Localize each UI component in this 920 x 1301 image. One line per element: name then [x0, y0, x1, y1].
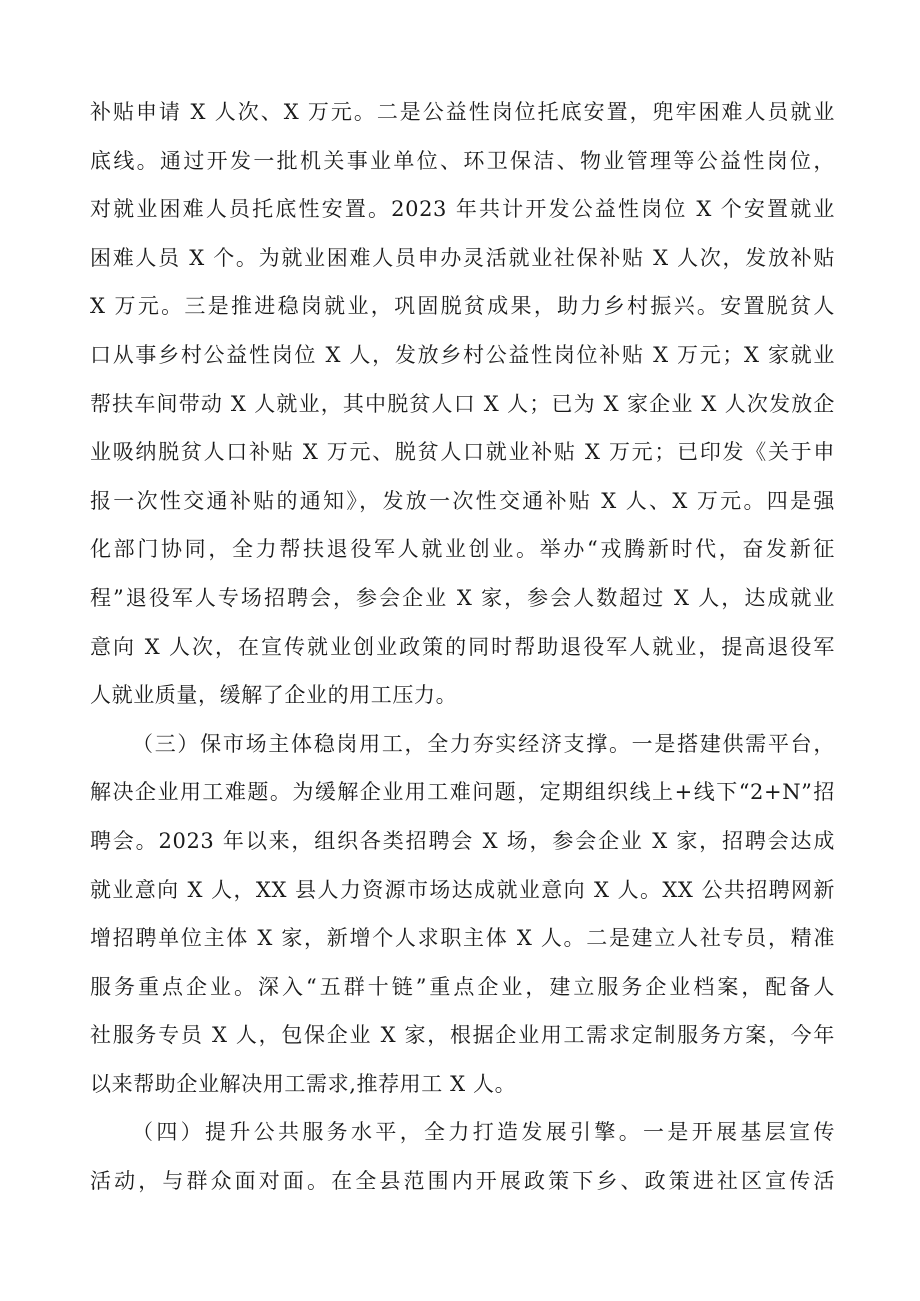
text-line: 补贴申请 X 人次、X 万元。二是公益性岗位托底安置，兜牢困难人员就业	[90, 100, 835, 124]
text-line: 困难人员 X 个。为就业困难人员申办灵活就业社保补贴 X 人次，发放补贴	[90, 245, 835, 270]
text-line: 社服务专员 X 人，包保企业 X 家，根据企业用工需求定制服务方案，今年	[90, 1023, 835, 1048]
text-line: 报一次性交通补贴的通知》，发放一次性交通补贴 X 人、X 万元。四是强	[90, 488, 835, 513]
text-line: 服务重点企业。深入“五群十链”重点企业，建立服务企业档案，配备人	[90, 974, 835, 999]
text-line: 增招聘单位主体 X 家，新增个人求职主体 X 人。二是建立人社专员，精准	[90, 926, 835, 951]
text-line: 化部门协同，全力帮扶退役军人就业创业。举办“戎腾新时代，奋发新征	[90, 537, 835, 562]
text-line: 业吸纳脱贫人口补贴 X 万元、脱贫人口就业补贴 X 万元；已印发《关于申	[90, 440, 835, 465]
text-line: 底线。通过开发一批机关事业单位、环卫保洁、物业管理等公益性岗位，	[90, 148, 835, 173]
text-line: 意向 X 人次，在宣传就业创业政策的同时帮助退役军人就业，提高退役军	[90, 634, 835, 659]
body-text	[90, 94, 835, 1212]
text-line: 就业意向 X 人，XX 县人力资源市场达成就业意向 X 人。XX 公共招聘网新	[90, 877, 835, 902]
section-heading-line: （四）提升公共服务水平，全力打造发展引擎。一是开展基层宣传	[132, 1120, 835, 1145]
text-line: 程”退役军人专场招聘会，参会企业 X 家，参会人数超过 X 人，达成就业	[90, 585, 835, 610]
text-line: 人就业质量，缓解了企业的用工压力。	[90, 683, 458, 708]
text-line: 口从事乡村公益性岗位 X 人，发放乡村公益性岗位补贴 X 万元；X 家就业	[90, 342, 835, 367]
text-line: 活动，与群众面对面。在全县范围内开展政策下乡、政策进社区宣传活	[90, 1169, 835, 1194]
text-line: 以来帮助企业解决用工需求,推荐用工 X 人。	[90, 1071, 517, 1096]
section-heading-line: （三）保市场主体稳岗用工，全力夯实经济支撑。一是搭建供需平台，	[132, 731, 835, 756]
text-line: 解决企业用工难题。为缓解企业用工难问题，定期组织线上+线下“2+N”招	[90, 780, 835, 805]
text-line: X 万元。三是推进稳岗就业，巩固脱贫成果，助力乡村振兴。安置脱贫人	[90, 294, 835, 319]
text-line: 对就业困难人员托底性安置。2023 年共计开发公益性岗位 X 个安置就业	[90, 197, 835, 222]
text-line: 聘会。2023 年以来，组织各类招聘会 X 场，参会企业 X 家，招聘会达成	[90, 828, 835, 853]
text-line: 帮扶车间带动 X 人就业，其中脱贫人口 X 人；已为 X 家企业 X 人次发放企	[90, 391, 835, 416]
